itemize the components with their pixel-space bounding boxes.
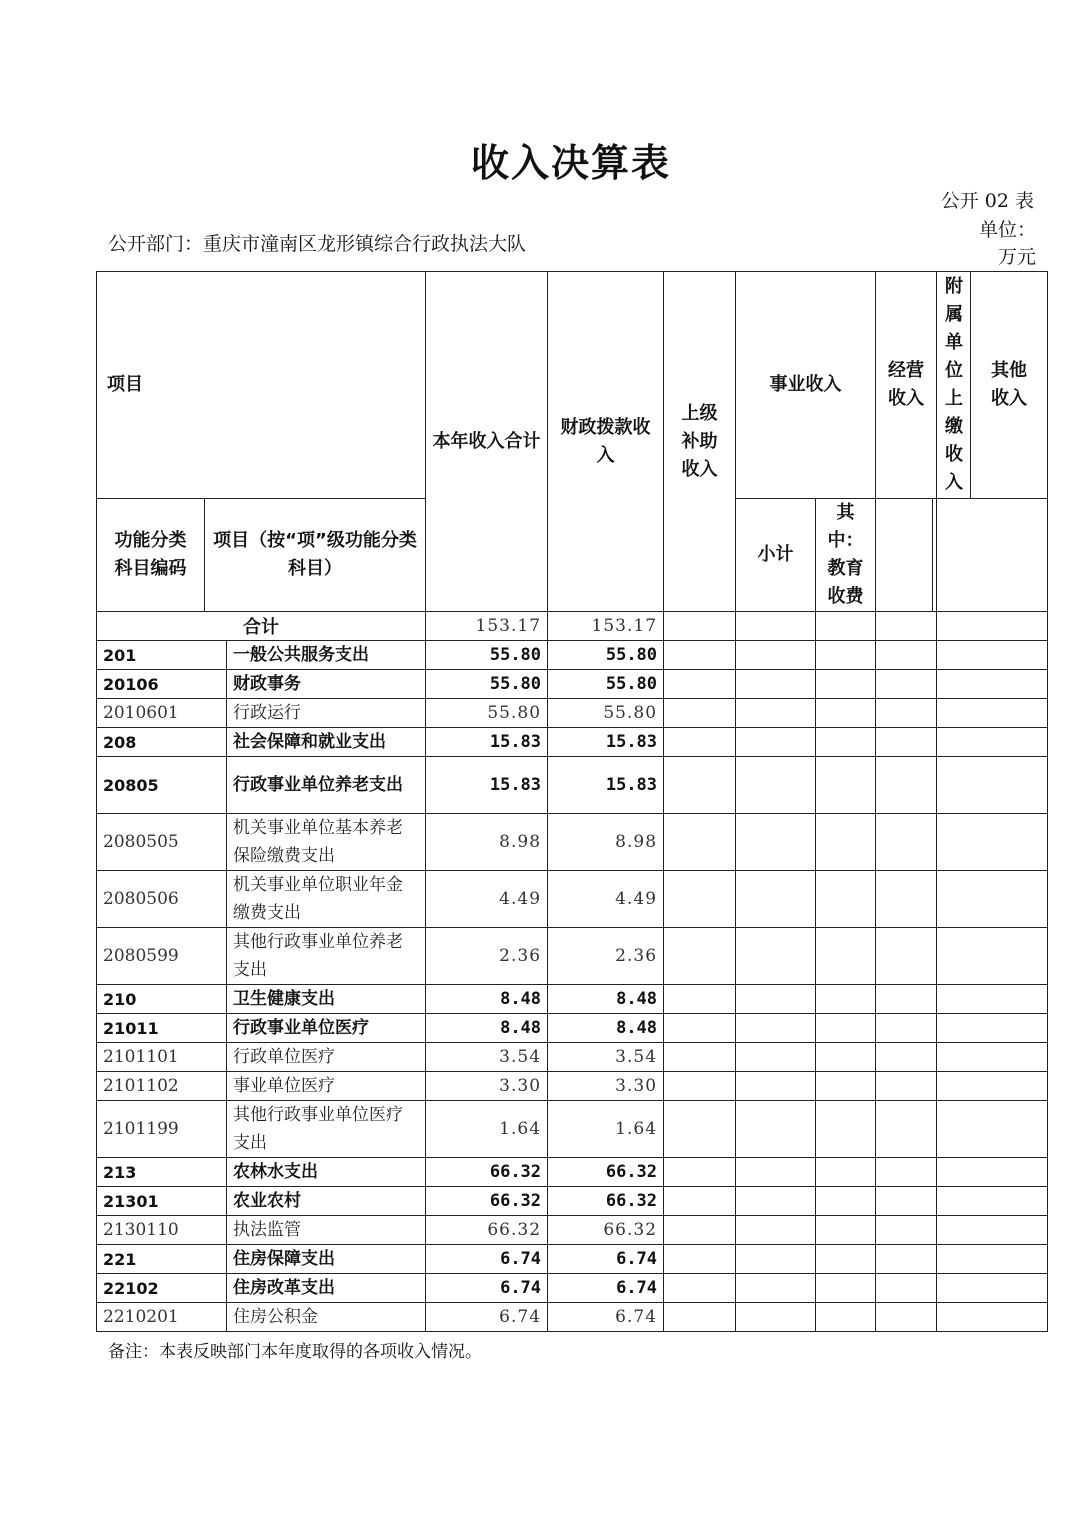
row-code: 2101101 (97, 1043, 227, 1072)
empty-cell (937, 1043, 1048, 1072)
row-name: 住房公积金 (227, 1303, 426, 1332)
empty-cell (937, 1072, 1048, 1101)
row-total-income: 66.32 (426, 1187, 548, 1216)
row-fiscal: 66.32 (548, 1187, 664, 1216)
empty-cell (736, 670, 816, 699)
row-code: 2080506 (97, 871, 227, 928)
table-row (97, 871, 1048, 928)
row-code: 201 (97, 641, 227, 670)
row-fiscal: 55.80 (548, 641, 664, 670)
empty-cell (876, 1101, 937, 1158)
empty-cell (664, 641, 736, 670)
empty-cell (736, 928, 816, 985)
empty-cell (736, 1303, 816, 1332)
empty-cell (664, 699, 736, 728)
empty-cell (937, 1303, 1048, 1332)
empty-cell (816, 670, 876, 699)
empty-cell (664, 1014, 736, 1043)
empty-cell (736, 1072, 816, 1101)
header-fiscal: 财政拨款收入 (548, 272, 664, 612)
row-name: 行政事业单位医疗 (227, 1014, 426, 1043)
row-code: 210 (97, 985, 227, 1014)
empty-cell (876, 1274, 937, 1303)
empty-cell (876, 1216, 937, 1245)
row-total-income: 15.83 (426, 728, 548, 757)
row-fiscal: 6.74 (548, 1274, 664, 1303)
empty-cell (816, 1245, 876, 1274)
row-total-income: 15.83 (426, 757, 548, 814)
row-total-income: 55.80 (426, 641, 548, 670)
empty-cell (876, 1043, 937, 1072)
row-code: 2080505 (97, 814, 227, 871)
form-number: 公开 02 表 (940, 190, 1034, 212)
empty-cell (816, 1216, 876, 1245)
empty-cell (664, 985, 736, 1014)
empty-cell (876, 871, 937, 928)
empty-cell (816, 1303, 876, 1332)
empty-cell (664, 1101, 736, 1158)
row-total-income: 3.30 (426, 1072, 548, 1101)
row-fiscal: 8.48 (548, 1014, 664, 1043)
empty-cell (664, 1274, 736, 1303)
row-code: 2101199 (97, 1101, 227, 1158)
row-code: 21301 (97, 1187, 227, 1216)
table-row (97, 1245, 1048, 1274)
empty-cell (816, 1187, 876, 1216)
empty-cell (937, 499, 1048, 612)
header-business-subtotal: 小计 (736, 499, 816, 612)
table-row (97, 1274, 1048, 1303)
header-row-1 (97, 272, 1048, 499)
row-name: 卫生健康支出 (227, 985, 426, 1014)
table-row (97, 1014, 1048, 1043)
empty-cell (937, 1101, 1048, 1158)
row-fiscal: 8.98 (548, 814, 664, 871)
empty-cell (937, 871, 1048, 928)
empty-cell (937, 1274, 1048, 1303)
row-fiscal: 4.49 (548, 871, 664, 928)
row-name: 农林水支出 (227, 1158, 426, 1187)
row-total-income: 6.74 (426, 1303, 548, 1332)
footnote: 备注：本表反映部门本年度取得的各项收入情况。 (108, 1342, 482, 1362)
empty-cell (664, 1303, 736, 1332)
empty-cell (876, 1072, 937, 1101)
page-title: 收入决算表 (470, 141, 671, 185)
table-row (97, 699, 1048, 728)
table-row (97, 728, 1048, 757)
header-other: 其他收入 (971, 272, 1048, 499)
table-row (97, 928, 1048, 985)
row-code: 2101102 (97, 1072, 227, 1101)
row-total-income: 8.48 (426, 1014, 548, 1043)
empty-cell (736, 1216, 816, 1245)
table-row (97, 1216, 1048, 1245)
empty-cell (876, 1158, 937, 1187)
empty-cell (664, 814, 736, 871)
table-row (97, 757, 1048, 814)
row-total-income: 4.49 (426, 871, 548, 928)
empty-cell (937, 641, 1048, 670)
income-table (96, 271, 1048, 1332)
row-fiscal: 2.36 (548, 928, 664, 985)
row-name: 其他行政事业单位养老支出 (227, 928, 426, 985)
row-code: 2080599 (97, 928, 227, 985)
total-label: 合计 (97, 612, 426, 641)
header-total-income: 本年收入合计 (426, 272, 548, 612)
row-fiscal: 15.83 (548, 757, 664, 814)
empty-cell (664, 1245, 736, 1274)
empty-cell (816, 1043, 876, 1072)
table-row (97, 1043, 1048, 1072)
table-row (97, 1072, 1048, 1101)
empty-cell (736, 814, 816, 871)
empty-cell (664, 1158, 736, 1187)
empty-cell (876, 699, 937, 728)
empty-cell (736, 1043, 816, 1072)
empty-cell (816, 814, 876, 871)
table-row (97, 814, 1048, 871)
empty-cell (664, 670, 736, 699)
empty-cell (816, 928, 876, 985)
row-name: 社会保障和就业支出 (227, 728, 426, 757)
empty-cell (937, 757, 1048, 814)
empty-cell (736, 1014, 816, 1043)
empty-cell (664, 728, 736, 757)
header-func-code: 功能分类科目编码 (97, 499, 205, 612)
table-row (97, 1303, 1048, 1332)
row-total-income: 6.74 (426, 1245, 548, 1274)
table-row (97, 641, 1048, 670)
row-total-income: 8.48 (426, 985, 548, 1014)
row-fiscal: 3.30 (548, 1072, 664, 1101)
empty-cell (937, 1216, 1048, 1245)
empty-cell (816, 1274, 876, 1303)
row-name: 住房改革支出 (227, 1274, 426, 1303)
header-business-edu: 其中：教育收费 (816, 499, 876, 612)
empty-cell (937, 1187, 1048, 1216)
header-item: 项目 (97, 272, 426, 499)
row-total-income: 66.32 (426, 1216, 548, 1245)
table-row (97, 670, 1048, 699)
empty-cell (816, 871, 876, 928)
empty-cell (937, 1014, 1048, 1043)
row-name: 其他行政事业单位医疗支出 (227, 1101, 426, 1158)
row-fiscal: 1.64 (548, 1101, 664, 1158)
empty-cell (736, 871, 816, 928)
header-business: 事业收入 (736, 272, 876, 499)
empty-cell (937, 1158, 1048, 1187)
total-fiscal-value: 153.17 (548, 612, 664, 641)
row-name: 住房保障支出 (227, 1245, 426, 1274)
row-fiscal: 55.80 (548, 670, 664, 699)
empty-cell (876, 499, 933, 612)
empty-cell (816, 985, 876, 1014)
row-total-income: 66.32 (426, 1158, 548, 1187)
total-row (97, 612, 1048, 641)
row-fiscal: 15.83 (548, 728, 664, 757)
total-income-value: 153.17 (426, 612, 548, 641)
row-name: 机关事业单位基本养老保险缴费支出 (227, 814, 426, 871)
row-fiscal: 8.48 (548, 985, 664, 1014)
empty-cell (937, 928, 1048, 985)
unit-value: 万元 (997, 246, 1036, 268)
row-code: 2130110 (97, 1216, 227, 1245)
empty-cell (736, 1187, 816, 1216)
empty-cell (736, 757, 816, 814)
row-name: 行政运行 (227, 699, 426, 728)
table-row (97, 1187, 1048, 1216)
row-code: 21011 (97, 1014, 227, 1043)
empty-cell (876, 670, 937, 699)
empty-cell (816, 757, 876, 814)
empty-cell (876, 641, 937, 670)
empty-cell (937, 699, 1048, 728)
empty-cell (736, 1158, 816, 1187)
table-row (97, 1101, 1048, 1158)
empty-cell (736, 728, 816, 757)
empty-cell (816, 1158, 876, 1187)
row-name: 事业单位医疗 (227, 1072, 426, 1101)
empty-cell (937, 814, 1048, 871)
empty-cell (736, 699, 816, 728)
empty-cell (736, 1274, 816, 1303)
row-fiscal: 6.74 (548, 1245, 664, 1274)
row-total-income: 3.54 (426, 1043, 548, 1072)
header-upper-subsidy: 上级补助收入 (664, 272, 736, 612)
empty-cell (736, 641, 816, 670)
empty-cell (664, 1043, 736, 1072)
row-name: 行政事业单位养老支出 (227, 757, 426, 814)
empty-cell (937, 670, 1048, 699)
row-fiscal: 66.32 (548, 1158, 664, 1187)
empty-cell (876, 1014, 937, 1043)
empty-cell (664, 871, 736, 928)
row-total-income: 8.98 (426, 814, 548, 871)
row-fiscal: 6.74 (548, 1303, 664, 1332)
row-fiscal: 3.54 (548, 1043, 664, 1072)
empty-cell (876, 814, 937, 871)
row-total-income: 1.64 (426, 1101, 548, 1158)
empty-cell (816, 641, 876, 670)
empty-cell (736, 1245, 816, 1274)
row-name: 财政事务 (227, 670, 426, 699)
empty-cell (876, 1245, 937, 1274)
unit-label: 单位： (978, 219, 1036, 241)
row-code: 20106 (97, 670, 227, 699)
header-affiliated: 附属单位上缴收入 (937, 272, 971, 499)
empty-cell (876, 928, 937, 985)
header-operating: 经营收入 (876, 272, 937, 499)
empty-cell (664, 1187, 736, 1216)
row-code: 22102 (97, 1274, 227, 1303)
row-code: 208 (97, 728, 227, 757)
empty-cell (664, 1072, 736, 1101)
row-total-income: 55.80 (426, 699, 548, 728)
row-name: 机关事业单位职业年金缴费支出 (227, 871, 426, 928)
row-name: 一般公共服务支出 (227, 641, 426, 670)
row-name: 执法监管 (227, 1216, 426, 1245)
table-row (97, 1158, 1048, 1187)
empty-cell (736, 1101, 816, 1158)
empty-cell (876, 1303, 937, 1332)
empty-cell (816, 728, 876, 757)
empty-cell (664, 757, 736, 814)
empty-cell (664, 1216, 736, 1245)
empty-cell (816, 1101, 876, 1158)
empty-cell (937, 985, 1048, 1014)
row-code: 2010601 (97, 699, 227, 728)
row-fiscal: 66.32 (548, 1216, 664, 1245)
row-code: 2210201 (97, 1303, 227, 1332)
empty-cell (876, 985, 937, 1014)
row-total-income: 55.80 (426, 670, 548, 699)
department-label: 公开部门：重庆市潼南区龙形镇综合行政执法大队 (108, 233, 527, 255)
empty-cell (664, 928, 736, 985)
empty-cell (816, 1014, 876, 1043)
row-total-income: 2.36 (426, 928, 548, 985)
row-code: 20805 (97, 757, 227, 814)
empty-cell (876, 757, 937, 814)
empty-cell (736, 985, 816, 1014)
empty-cell (816, 699, 876, 728)
empty-cell (937, 728, 1048, 757)
row-name: 农业农村 (227, 1187, 426, 1216)
empty-cell (937, 1245, 1048, 1274)
row-total-income: 6.74 (426, 1274, 548, 1303)
table-row (97, 985, 1048, 1014)
row-name: 行政单位医疗 (227, 1043, 426, 1072)
row-code: 213 (97, 1158, 227, 1187)
row-code: 221 (97, 1245, 227, 1274)
empty-cell (816, 1072, 876, 1101)
empty-cell (876, 1187, 937, 1216)
empty-cell (876, 728, 937, 757)
row-fiscal: 55.80 (548, 699, 664, 728)
header-item-name: 项目（按“项”级功能分类科目） (205, 499, 426, 612)
